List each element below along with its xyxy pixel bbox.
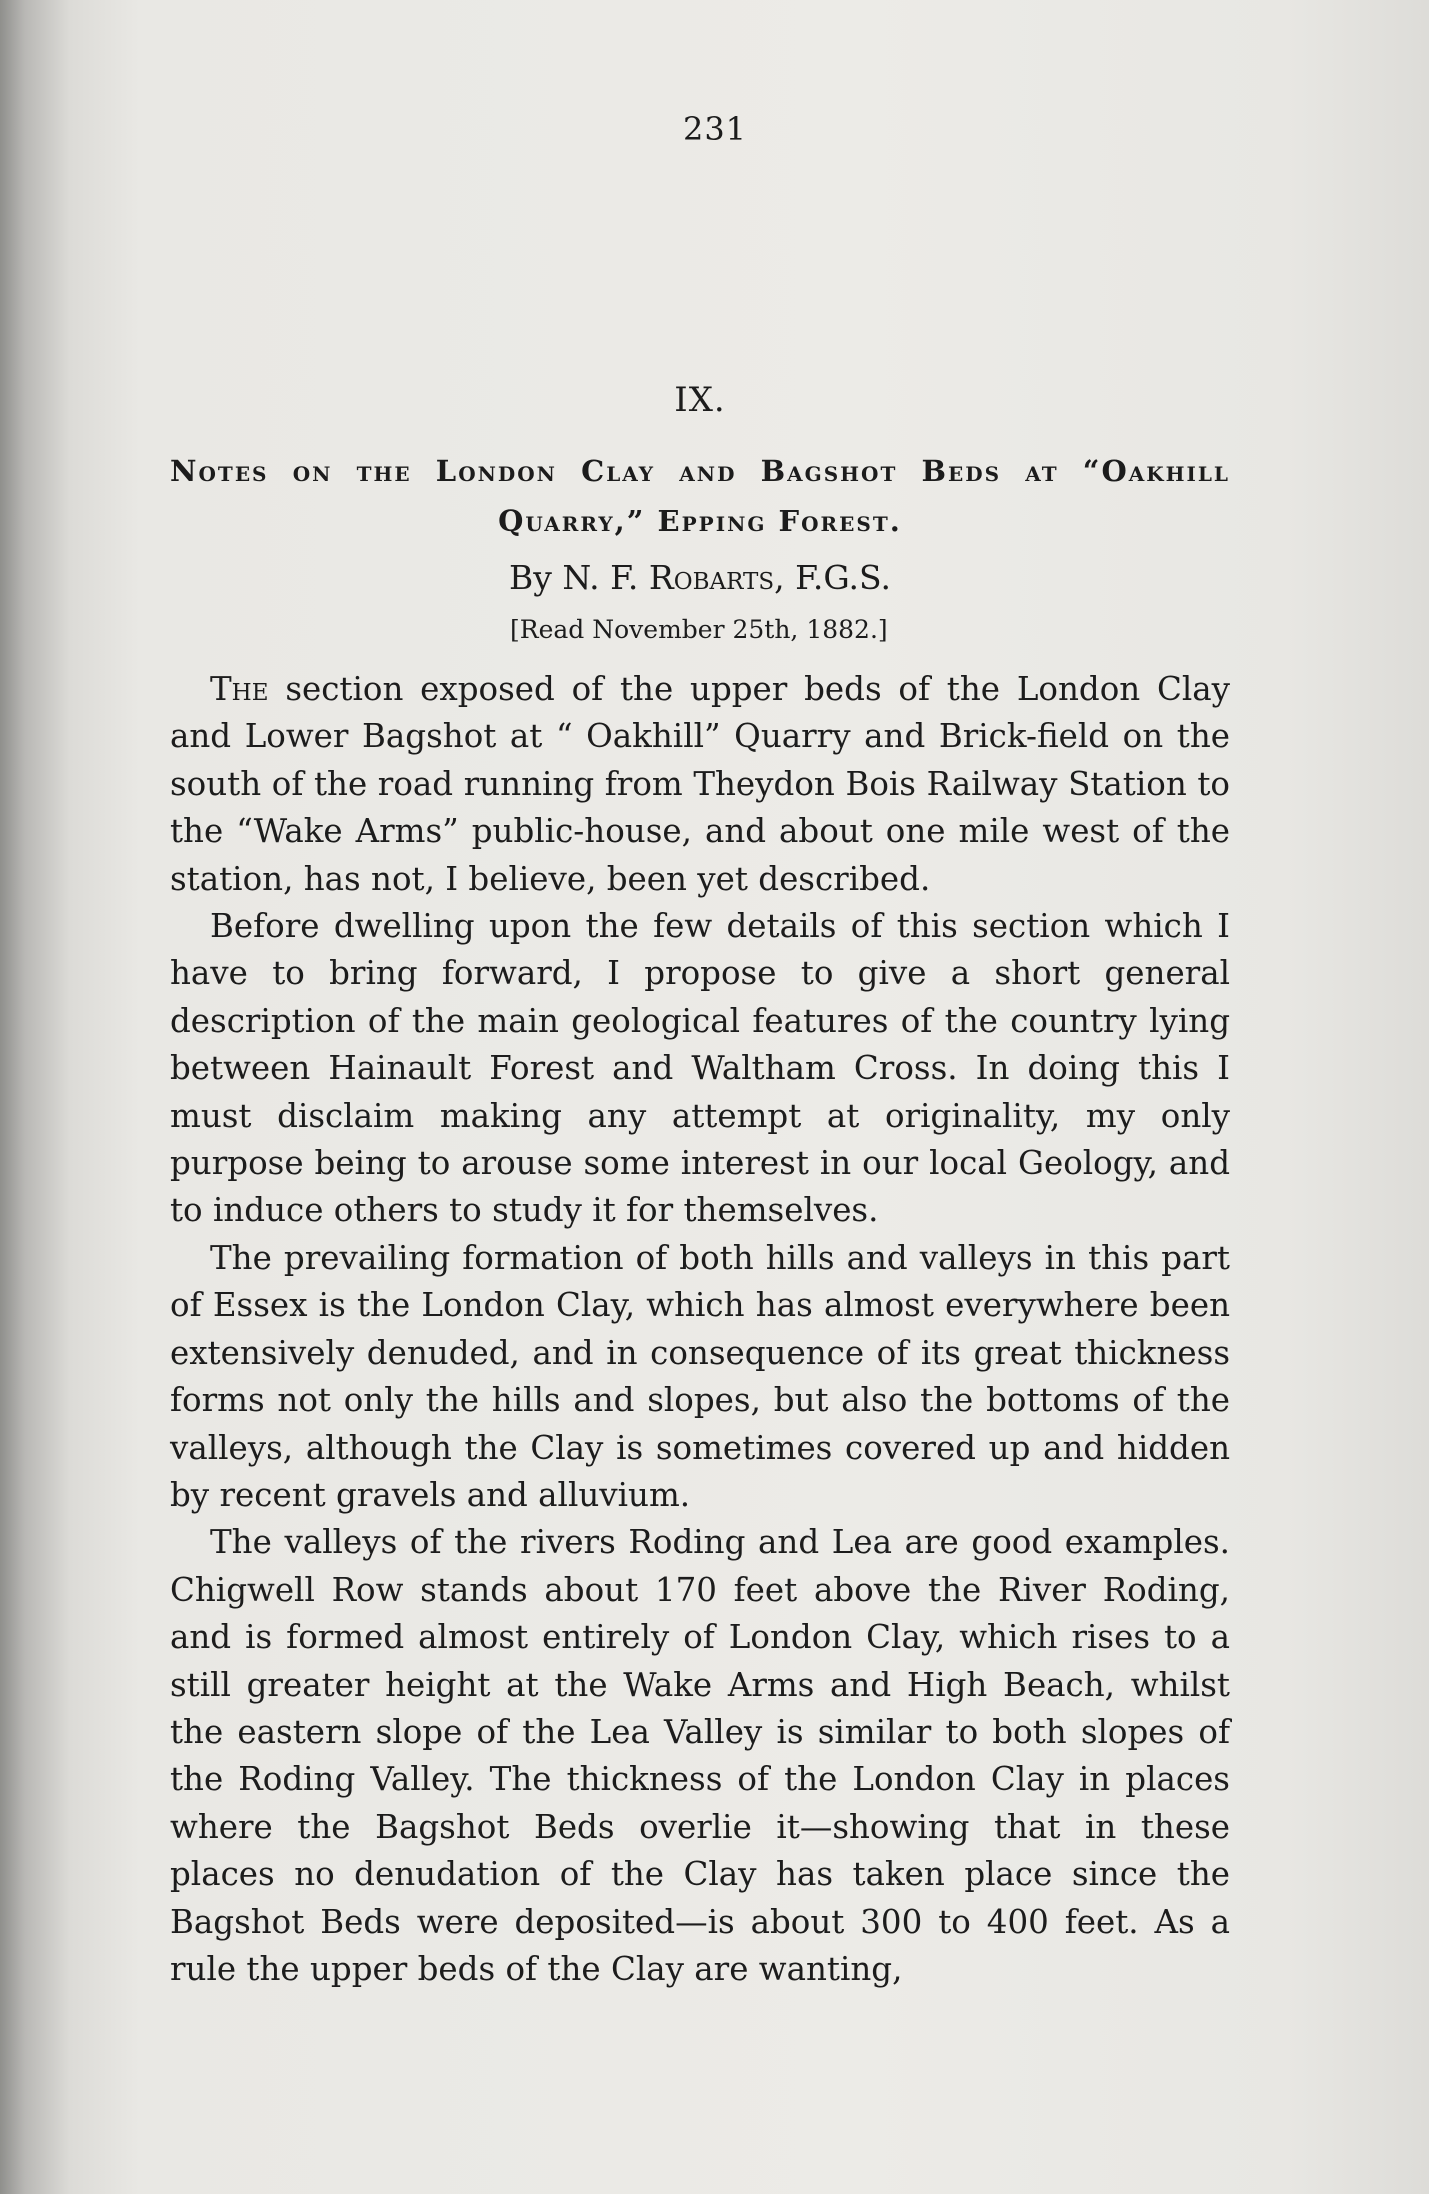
title-line-1: Notes on the London Clay and Bagshot Beds at “Oakhill (170, 454, 1230, 488)
author-suffix: , F.G.S. (774, 558, 891, 597)
paragraph-1 (170, 666, 1230, 903)
author-line (170, 558, 1230, 597)
paragraph-lead-word: The (210, 670, 269, 708)
text-block (170, 110, 1230, 1993)
page-number: 231 (682, 110, 748, 148)
author-name: Robarts (648, 558, 775, 597)
paragraph-1-text: section exposed of the upper beds of the London Clay and Lower Bagshot at “ Oakhill” Quarry and Brick-field on the south of the road running from Theydon Bois Railway Station to the “Wake Arms” public-house, and about one mile west of the station, has not, I believe, been yet described. (170, 670, 1230, 898)
author-prefix: By N. F. (509, 558, 649, 597)
title-line-2: Quarry,” Epping Forest. (498, 504, 902, 538)
chapter-number: IX. (674, 380, 726, 420)
read-date-note: [Read November 25th, 1882.] (510, 615, 888, 644)
article-title (170, 446, 1230, 546)
paragraph-3: The prevailing formation of both hills and valleys in this part of Essex is the London Clay, which has almost everywhere been extensively denuded, and in consequence of its great thickness forms not only the hills and slopes, but also the bottoms of the valleys, although the Clay is sometimes covered up and hidden by recent gravels and alluvium. (170, 1238, 1230, 1514)
paragraph-4: The valleys of the rivers Roding and Lea are good examples. Chigwell Row stands about 170 feet above the River Roding, and is formed almost entirely of London Clay, which rises to a still greater height at the Wake Arms and High Beach, whilst the eastern slope of the Lea Valley is similar to both slopes of the Roding Valley. The thickness of the London Clay in places where the Bagshot Beds overlie it—showing that in these places no denudation of the Clay has taken place since the Bagshot Beds were deposited—is about 300 to 400 feet. As a rule the upper beds of the Clay are wanting, (170, 1523, 1230, 1988)
paragraph-2: Before dwelling upon the few details of this section which I have to bring forward, I propose to give a short general description of the main geological features of the country lying between Hainault Forest and Waltham Cross. In doing this I must disclaim making any attempt at originality, my only purpose being to arouse some interest in our local Geology, and to induce others to study it for themselves. (170, 907, 1230, 1230)
